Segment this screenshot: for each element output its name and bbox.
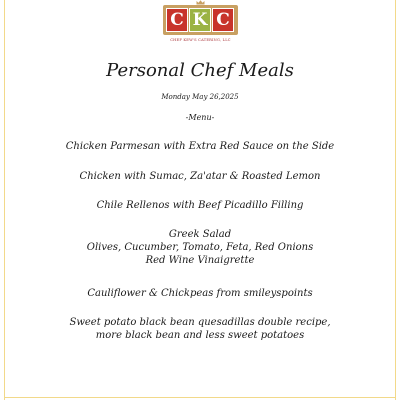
menu-item xyxy=(0,170,400,183)
logo-band xyxy=(163,5,238,35)
menu-item xyxy=(0,287,400,300)
menu-heading: -Menu- xyxy=(185,113,215,122)
menu-item-line: Chicken Parmesan with Extra Red Sauce on the Side xyxy=(65,141,335,152)
logo-letter-c-2: C xyxy=(212,8,234,32)
logo-letter-k: K xyxy=(189,8,211,32)
menu-item-line: Chicken with Sumac, Za'atar & Roasted Lemon xyxy=(79,171,321,182)
menu-date: Monday May 26,2025 xyxy=(161,93,239,101)
menu-item xyxy=(0,228,400,267)
page-border-bottom xyxy=(4,397,396,398)
menu-item-line: Sweet potato black bean quesadillas double recipe, xyxy=(69,317,331,328)
menu-item-line: Olives, Cucumber, Tomato, Feta, Red Onions xyxy=(86,242,314,253)
page-title: Personal Chef Meals xyxy=(106,60,294,81)
menu-item-line: Red Wine Vinaigrette xyxy=(145,255,255,266)
logo-letter-c: C xyxy=(166,8,188,32)
menu-item xyxy=(0,199,400,212)
ckc-logo xyxy=(163,0,238,50)
menu-item-line: Cauliflower & Chickpeas from smileyspoints xyxy=(87,288,313,299)
menu-item xyxy=(0,140,400,153)
menu-item-line: more black bean and less sweet potatoes xyxy=(95,330,305,341)
menu-item xyxy=(0,316,400,342)
menu-item-line: Chile Rellenos with Beef Picadillo Filling xyxy=(96,200,304,211)
logo-tagline: CHEF KEW'S CATERING, LLC xyxy=(170,38,231,42)
menu-item-line: Greek Salad xyxy=(168,229,232,240)
